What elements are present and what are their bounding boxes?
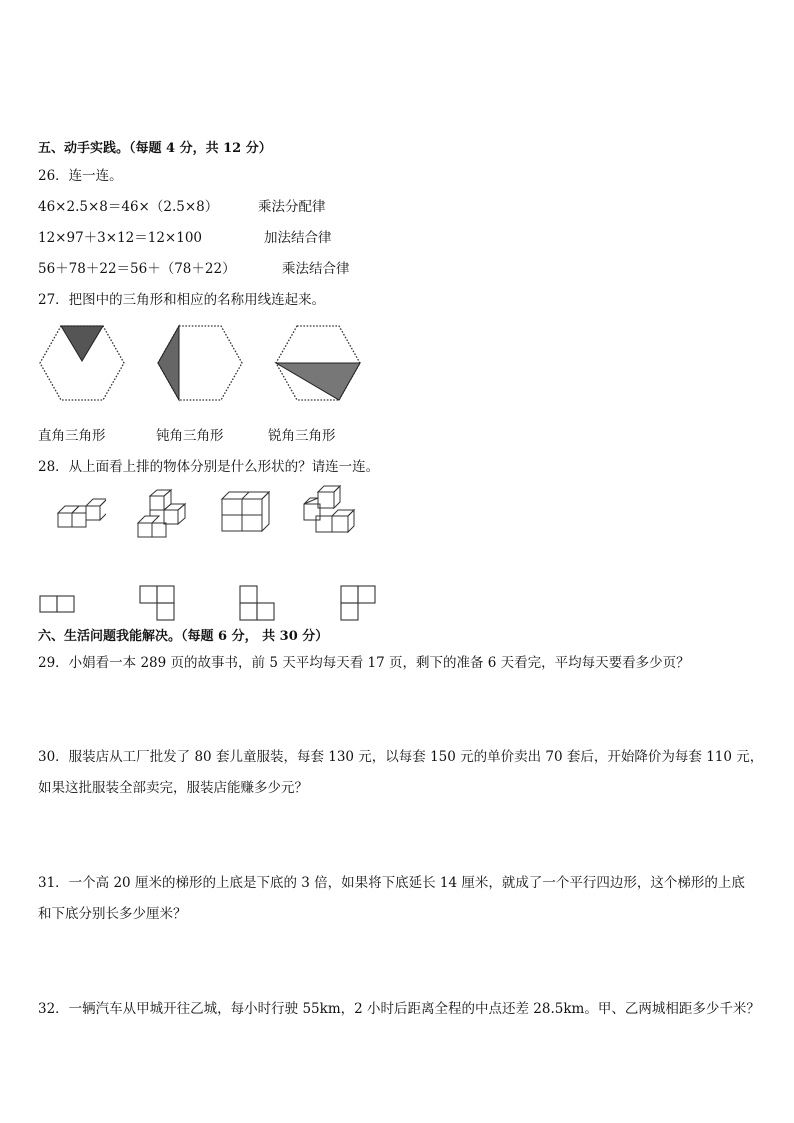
q29-text: 29．小娟看一本 289 页的故事书，前 5 天平均每天看 17 页，剩下的准备 6 天看完，平均每天要看多少页？ (38, 655, 690, 671)
triangle-name-right: 直角三角形 (38, 428, 106, 444)
top-view-4 (340, 585, 378, 623)
q26-law-3: 乘法结合律 (282, 261, 350, 277)
triangle-name-acute: 锐角三角形 (268, 428, 336, 444)
hexagon-figure-3 (272, 323, 364, 403)
cube-group-2 (136, 488, 188, 540)
hexagon-figure-2 (154, 323, 246, 403)
q26-label: 26．连一连。 (38, 168, 123, 184)
cube-group-4 (300, 484, 356, 536)
q27-label: 27．把图中的三角形和相应的名称用线连起来。 (38, 292, 326, 308)
top-view-3 (239, 585, 277, 623)
q30-line-1: 30．服装店从工厂批发了 80 套儿童服装，每套 130 元，以每套 150 元的单价卖出 70 套后，开始降价为每套 110 元， (38, 749, 764, 765)
cube-group-3 (220, 489, 270, 535)
triangle-name-obtuse: 钝角三角形 (156, 428, 224, 444)
q31-line-1: 31．一个高 20 厘米的梯形的上底是下底的 3 倍，如果将下底延长 14 厘米，就成了一个平行四边形，这个梯形的上底 (38, 875, 745, 891)
section6-heading: 六、生活问题我能解决。（每题 6 分， 共 30 分） (38, 629, 329, 644)
q28-label: 28．从上面看上排的物体分别是什么形状的？请连一连。 (38, 459, 380, 475)
hexagon-figure-1 (36, 323, 128, 403)
q26-law-2: 加法结合律 (264, 230, 332, 246)
q31-line-2: 和下底分别长多少厘米？ (38, 906, 187, 922)
q30-line-2: 如果这批服装全部卖完，服装店能赚多少元？ (38, 780, 308, 796)
q26-law-1: 乘法分配律 (258, 199, 326, 215)
q32-text: 32．一辆汽车从甲城开往乙城，每小时行驶 55km，2 小时后距离全程的中点还差 28.5km。甲、乙两城相距多少千米？ (38, 1001, 760, 1017)
top-view-2 (139, 585, 177, 623)
q26-expression-1: 46×2.5×8＝46×（2.5×8） (38, 199, 219, 215)
q26-expression-2: 12×97＋3×12＝12×100 (38, 230, 203, 246)
top-view-1 (39, 594, 77, 614)
section5-heading: 五、动手实践。（每题 4 分，共 12 分） (38, 141, 272, 156)
cube-group-1 (56, 494, 106, 536)
q26-expression-3: 56＋78＋22＝56＋（78＋22） (38, 261, 236, 277)
